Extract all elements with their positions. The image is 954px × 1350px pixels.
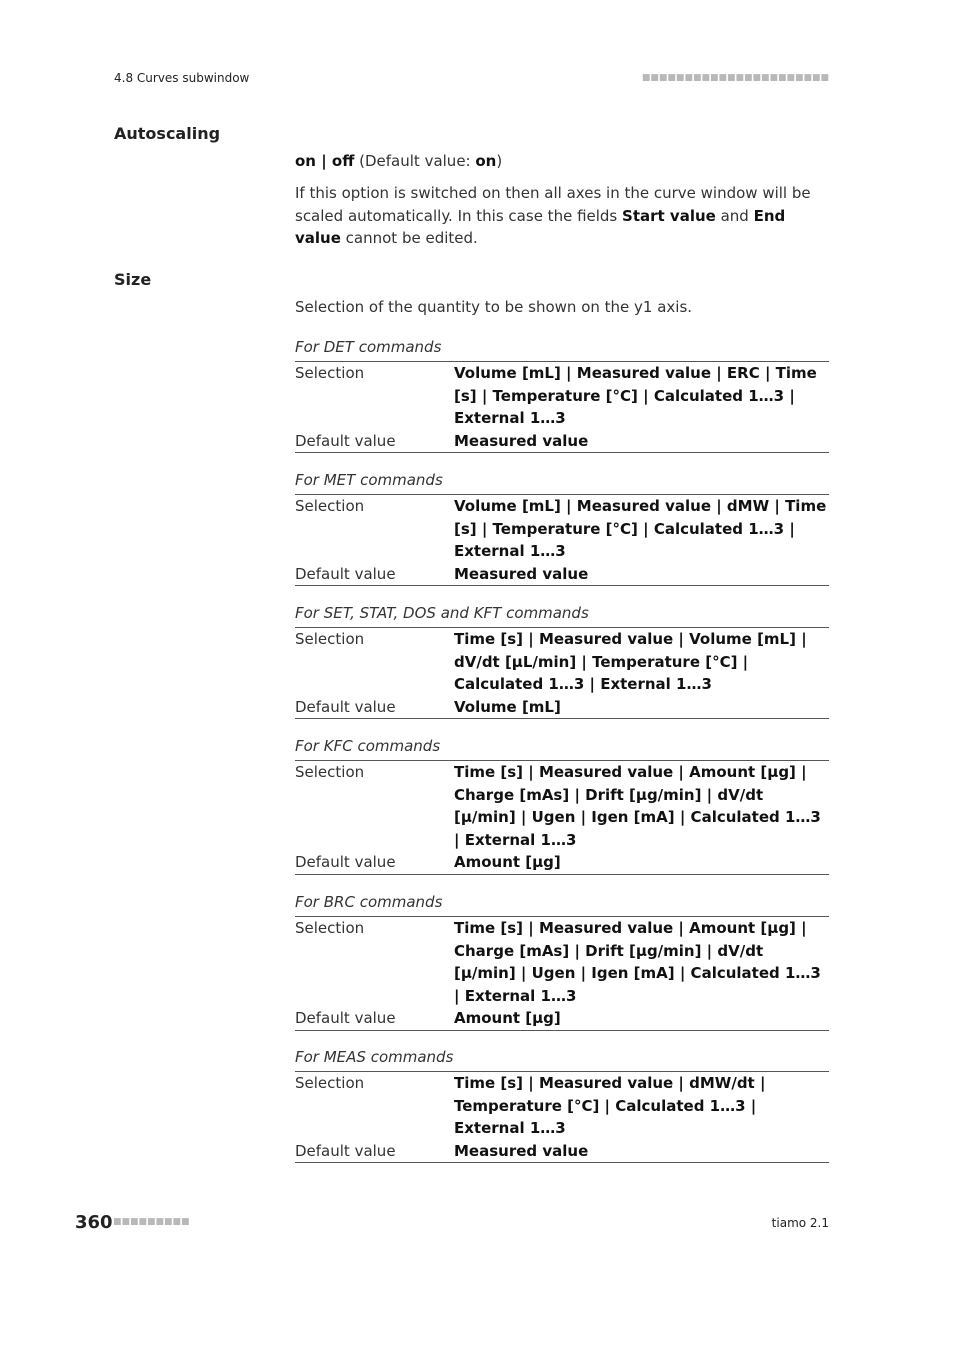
default-label: Default value bbox=[295, 1009, 396, 1027]
default-label: Default value bbox=[295, 564, 396, 583]
selection-label: Selection bbox=[295, 763, 365, 781]
default-label: Default value bbox=[295, 697, 396, 716]
options-table-met bbox=[295, 494, 829, 586]
table-row bbox=[295, 1140, 829, 1163]
size-intro: Selection of the quantity to be shown on the y1 axis. bbox=[295, 298, 693, 316]
table-row bbox=[295, 1072, 829, 1140]
table-row bbox=[295, 628, 829, 696]
selection-value: Time [s] | Measured value | Volume [mL] | dV/dt [µL/min] | Temperature [°C] | Calculated 1…3 | External 1…3 bbox=[454, 630, 807, 693]
selection-value: Volume [mL] | Measured value | ERC | Time [s] | Temperature [°C] | Calculated 1…3 | External 1…3 bbox=[454, 364, 817, 427]
selection-value: Volume [mL] | Measured value | dMW | Time [s] | Temperature [°C] | Calculated 1…3 | External 1…3 bbox=[454, 497, 827, 560]
default-value: Volume [mL] bbox=[454, 697, 561, 716]
autoscaling-description bbox=[295, 182, 831, 250]
options-table-set bbox=[295, 627, 829, 719]
table-caption-meas: For MEAS commands bbox=[295, 1048, 454, 1066]
autoscaling-options-values: on | off bbox=[295, 152, 355, 170]
end-value-term: End value bbox=[295, 206, 786, 247]
options-table-meas bbox=[295, 1071, 829, 1163]
page-number: 360 bbox=[75, 1212, 113, 1233]
header-decoration: ■■■■■■■■■■■■■■■■■■■■■■ bbox=[641, 73, 829, 83]
default-label: Default value bbox=[295, 853, 396, 871]
table-row bbox=[295, 563, 829, 586]
table-row bbox=[295, 761, 829, 852]
selection-label: Selection bbox=[295, 364, 365, 382]
default-value: Amount [µg] bbox=[454, 853, 561, 871]
table-row bbox=[295, 495, 829, 563]
start-value-term: Start value bbox=[622, 206, 716, 225]
default-value: Measured value bbox=[454, 1141, 589, 1160]
table-caption-met: For MET commands bbox=[295, 471, 443, 489]
table-caption-brc: For BRC commands bbox=[295, 893, 443, 911]
table-caption-kfc: For KFC commands bbox=[295, 737, 441, 755]
desc-text-1: If this option is switched on then all axes in the curve window will be scaled automatically. In this case the fields bbox=[295, 184, 811, 225]
table-row bbox=[295, 362, 829, 430]
product-name: tiamo 2.1 bbox=[771, 1216, 829, 1230]
table-row bbox=[295, 696, 829, 719]
table-caption-set: For SET, STAT, DOS and KFT commands bbox=[295, 604, 589, 622]
desc-text-2: cannot be edited. bbox=[340, 229, 478, 247]
options-table-brc bbox=[295, 916, 829, 1031]
size-heading: Size bbox=[114, 270, 152, 289]
selection-label: Selection bbox=[295, 919, 365, 937]
table-caption-det: For DET commands bbox=[295, 338, 442, 356]
selection-label: Selection bbox=[295, 1074, 365, 1092]
default-value: Measured value bbox=[454, 431, 589, 450]
table-row bbox=[295, 1007, 829, 1030]
options-table-kfc bbox=[295, 760, 829, 875]
default-value: Measured value bbox=[454, 564, 589, 583]
selection-label: Selection bbox=[295, 630, 365, 648]
default-suffix: ) bbox=[496, 152, 503, 170]
autoscaling-default-value: on bbox=[475, 152, 497, 170]
running-header-section: 4.8 Curves subwindow bbox=[114, 71, 250, 85]
default-value: Amount [µg] bbox=[454, 1009, 561, 1027]
selection-label: Selection bbox=[295, 497, 365, 515]
default-prefix: (Default value: bbox=[354, 152, 476, 170]
selection-value: Time [s] | Measured value | Amount [µg] | Charge [mAs] | Drift [µg/min] | dV/dt [µ/min] | Ugen | Igen [mA] | Calculated 1…3 | External 1…3 bbox=[454, 763, 821, 849]
table-row bbox=[295, 430, 829, 453]
selection-value: Time [s] | Measured value | dMW/dt | Temperature [°C] | Calculated 1…3 | External 1…3 bbox=[454, 1074, 766, 1137]
default-label: Default value bbox=[295, 1141, 396, 1160]
options-table-det bbox=[295, 361, 829, 453]
autoscaling-heading: Autoscaling bbox=[114, 124, 221, 143]
table-row bbox=[295, 851, 829, 874]
footer-decoration: ■■■■■■■■■ bbox=[113, 1217, 190, 1227]
desc-and: and bbox=[715, 206, 754, 225]
table-row bbox=[295, 917, 829, 1008]
default-label: Default value bbox=[295, 431, 396, 450]
autoscaling-options bbox=[295, 150, 502, 173]
selection-value: Time [s] | Measured value | Amount [µg] | Charge [mAs] | Drift [µg/min] | dV/dt [µ/min] | Ugen | Igen [mA] | Calculated 1…3 | External 1…3 bbox=[454, 919, 821, 1005]
